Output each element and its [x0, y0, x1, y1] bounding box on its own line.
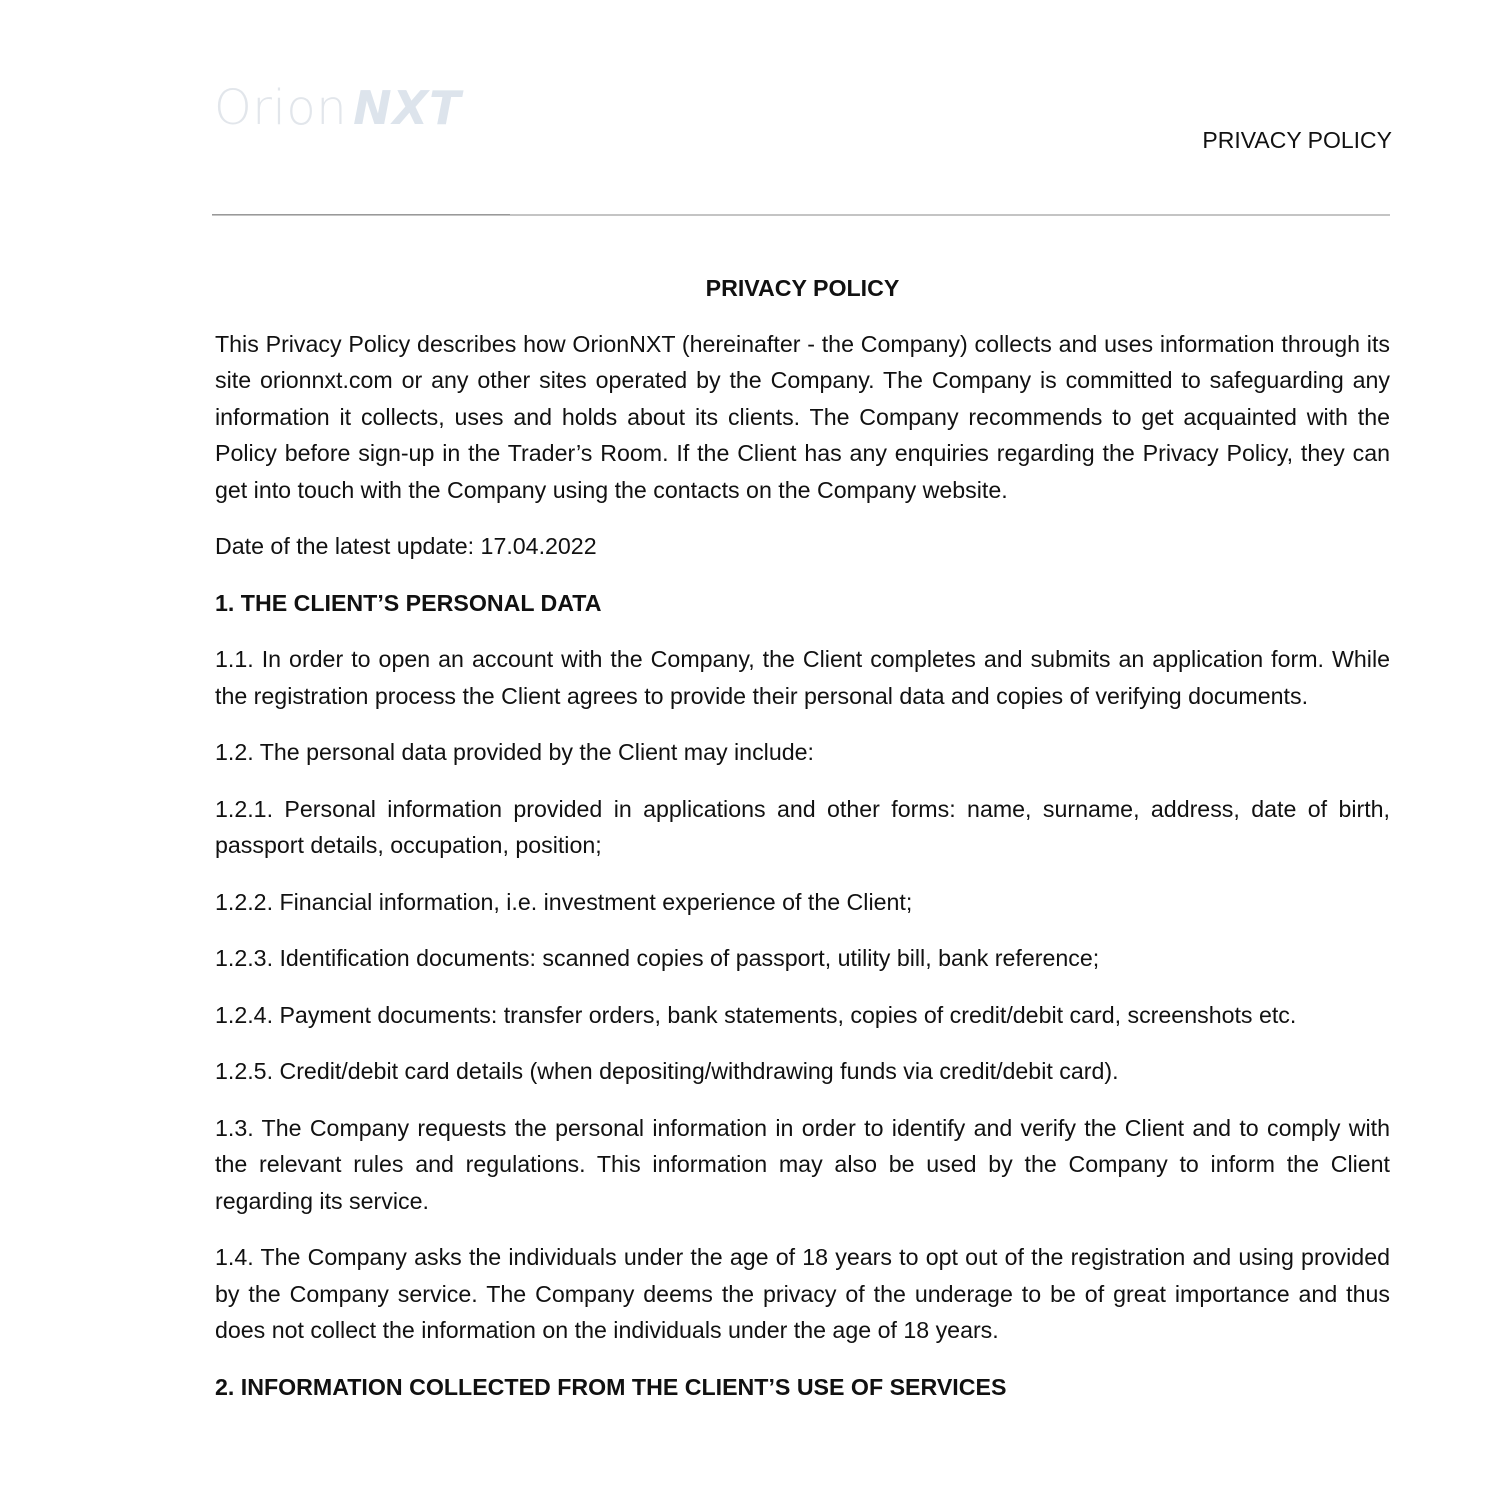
clause-1-2-1: 1.2.1. Personal information provided in applications and other forms: name, surname, address, date of birth, passport details, occupation, position;	[215, 795, 1390, 858]
clause-1-1: 1.1. In order to open an account with the Company, the Client completes and submits an application form. While the registration process the Client agrees to provide their personal data and copies of verifying documents.	[215, 646, 1390, 709]
document-title: PRIVACY POLICY	[705, 275, 900, 301]
document-body	[215, 270, 1390, 1425]
clause-1-2: 1.2. The personal data provided by the Client may include:	[215, 739, 814, 765]
intro-paragraph: This Privacy Policy describes how OrionNXT (hereinafter - the Company) collects and uses information through its site orionnxt.com or any other sites operated by the Company. The Company is committed to safeguarding any information it collects, uses and holds about its clients. The Company recommends to get acquainted with the Policy before sign-up in the Trader’s Room. If the Client has any enquiries regarding the Privacy Policy, they can get into touch with the Company using the contacts on the Company website.	[215, 330, 1390, 503]
clause-1-2-3: 1.2.3. Identification documents: scanned copies of passport, utility bill, bank reference;	[215, 945, 1100, 971]
clause-1-3: 1.3. The Company requests the personal information in order to identify and verify the Client and to comply with the relevant rules and regulations. This information may also be used by the Company to inform the Client regarding its service.	[215, 1114, 1390, 1214]
clause-1-2-2: 1.2.2. Financial information, i.e. investment experience of the Client;	[215, 888, 913, 915]
clause-1-2-4: 1.2.4. Payment documents: transfer orders, bank statements, copies of credit/debit card, screenshots etc.	[215, 1001, 1297, 1028]
logo-text-orion: Orion	[214, 80, 348, 136]
header-title: PRIVACY POLICY	[1202, 127, 1392, 153]
company-logo	[214, 80, 461, 140]
section-1-heading: 1. THE CLIENT’S PERSONAL DATA	[215, 589, 602, 616]
logo-text-nxt: NXT	[353, 81, 462, 135]
clause-1-4: 1.4. The Company asks the individuals under the age of 18 years to opt out of the registration and using provided by the Company service. The Company deems the privacy of the underage to be of great importance and thus does not collect the information on the individuals under the age of 18 years.	[215, 1244, 1390, 1343]
header-divider-accent	[212, 214, 510, 215]
clause-1-2-5: 1.2.5. Credit/debit card details (when depositing/withdrawing funds via credit/debit card).	[215, 1058, 1119, 1084]
section-2-heading: 2. INFORMATION COLLECTED FROM THE CLIENT’S USE OF SERVICES	[215, 1373, 1007, 1400]
last-update-date: Date of the latest update: 17.04.2022	[215, 533, 597, 559]
